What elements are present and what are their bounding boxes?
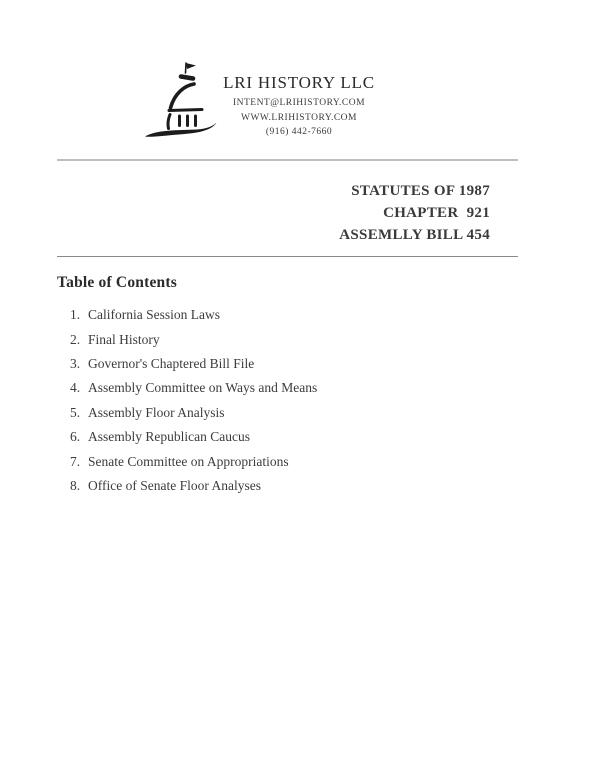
toc-item-label: Governor's Chaptered Bill File [88, 355, 255, 371]
toc-item-label: Senate Committee on Appropriations [88, 453, 289, 469]
website-text: WWW.LRIHISTORY.COM [241, 112, 357, 123]
toc-item-label: Final History [88, 331, 160, 347]
toc-item-number: 3. [70, 355, 81, 371]
toc-item-number: 8. [70, 477, 81, 493]
company-name: LRI HISTORY LLC [223, 73, 375, 92]
toc-item-label: Office of Senate Floor Analyses [88, 477, 261, 493]
toc-item [70, 327, 317, 351]
toc-item-number: 6. [70, 429, 81, 445]
chapter-line: CHAPTER 921 [383, 205, 490, 221]
toc-item [70, 449, 317, 473]
toc-item [70, 376, 317, 400]
toc-item [70, 303, 317, 327]
toc-item-number: 1. [70, 307, 81, 323]
bill-reference-block [339, 180, 490, 246]
assembly-bill-line: ASSEMLLY BILL 454 [339, 227, 490, 243]
letterhead [209, 72, 389, 140]
toc-item [70, 474, 317, 498]
toc-item [70, 352, 317, 376]
divider-bottom [57, 256, 518, 257]
divider-top [57, 159, 518, 161]
email-text: INTENT@LRIHISTORY.COM [232, 98, 366, 108]
capitol-dome-logo-icon [141, 60, 219, 142]
toc-item-label: Assembly Floor Analysis [88, 404, 225, 420]
statutes-line: STATUTES OF 1987 [351, 183, 490, 199]
toc-item-label: Assembly Republican Caucus [88, 429, 250, 445]
toc-list [70, 303, 317, 498]
toc-item-label: California Session Laws [88, 307, 220, 323]
toc-item [70, 425, 317, 449]
toc-heading: Table of Contents [57, 274, 177, 291]
toc-item-number: 5. [70, 404, 81, 420]
toc-item-number: 7. [70, 453, 81, 469]
toc-item-number: 2. [70, 331, 81, 347]
toc-item [70, 401, 317, 425]
toc-item-number: 4. [70, 380, 81, 396]
toc-item-label: Assembly Committee on Ways and Means [88, 380, 318, 396]
phone-text: (916) 442-7660 [265, 127, 333, 137]
